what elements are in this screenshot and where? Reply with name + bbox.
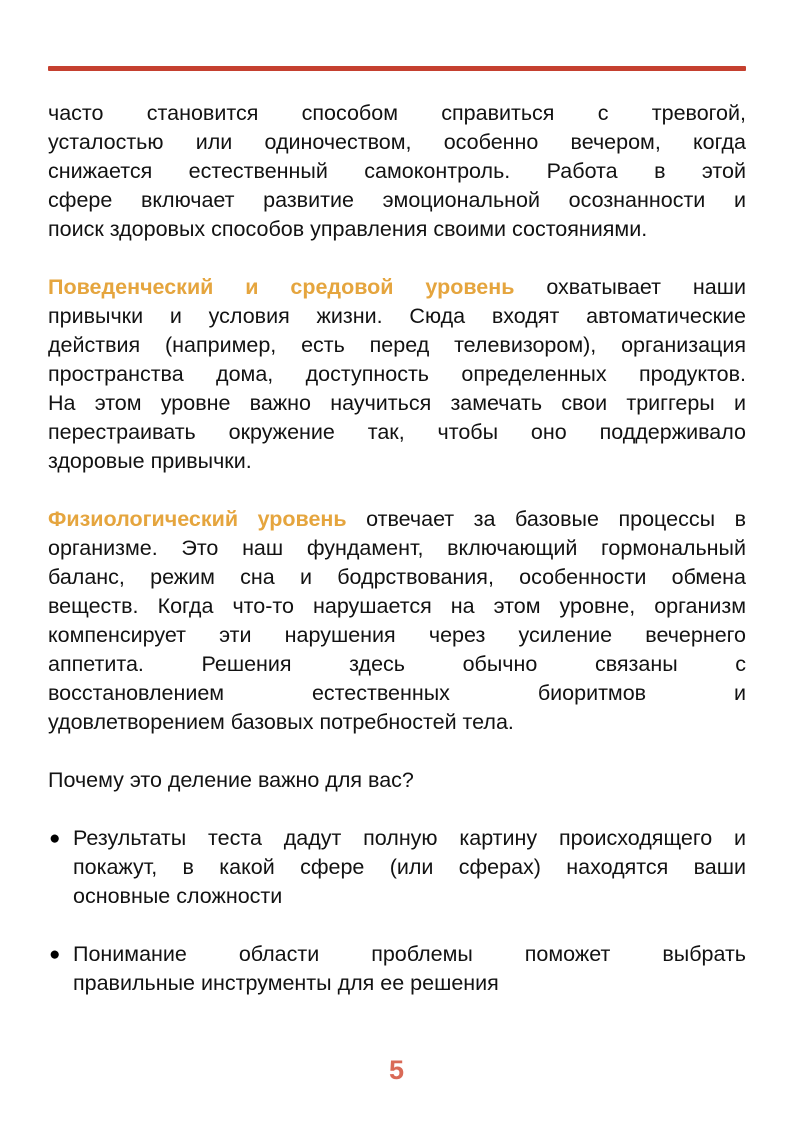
text-line: пространства дома, доступность определенных продуктов. [48, 362, 746, 386]
paragraph-physiological-level [48, 505, 746, 737]
text-line: поиск здоровых способов управления своими состояниями. [48, 217, 648, 241]
text-line [48, 273, 746, 302]
text-line: Результаты теста дадут полную картину происходящего и [73, 826, 746, 850]
behavioral-level-heading: Поведенческий и средовой уровень [48, 275, 515, 299]
text-line: баланс, режим сна и бодрствования, особенности обмена [48, 565, 746, 589]
paragraph-behavioral-level [48, 273, 746, 476]
text-line: здоровые привычки. [48, 449, 252, 473]
text-line: действия (например, есть перед телевизором), организация [48, 333, 746, 357]
physiological-level-heading: Физиологический уровень [48, 507, 347, 531]
physiological-level-lead-text: отвечает за базовые процессы в [346, 507, 746, 531]
top-divider-rule [48, 66, 746, 71]
text-line: На этом уровне важно научиться замечать свои триггеры и [48, 391, 746, 415]
text-line: покажут, в какой сфере (или сферах) находятся ваши [73, 855, 746, 879]
text-line: перестраивать окружение так, чтобы оно поддерживало [48, 420, 746, 444]
bullet-icon: ● [49, 944, 61, 965]
behavioral-level-lead-text: охватывает наши [514, 275, 746, 299]
text-line: организме. Это наш фундамент, включающий гормональный [48, 536, 746, 560]
text-line: аппетита. Решения здесь обычно связаны с [48, 652, 746, 676]
text-line [48, 505, 746, 534]
page-content [48, 99, 746, 1027]
bullet-item-problem-area [48, 940, 746, 998]
text-line: Понимание области проблемы поможет выбрать [73, 942, 746, 966]
question-line [48, 766, 746, 795]
bullet-icon: ● [49, 828, 61, 849]
text-line: восстановлением естественных биоритмов и [48, 681, 746, 705]
text-line: привычки и условия жизни. Сюда входят автоматические [48, 304, 746, 328]
text-line: Почему это деление важно для вас? [48, 768, 414, 792]
text-line: веществ. Когда что-то нарушается на этом уровне, организм [48, 594, 746, 618]
text-line: усталостью или одиночеством, особенно вечером, когда [48, 130, 746, 154]
text-line: часто становится способом справиться с тревогой, [48, 101, 746, 125]
text-line: сфере включает развитие эмоциональной осознанности и [48, 188, 746, 212]
text-line: компенсирует эти нарушения через усиление вечернего [48, 623, 746, 647]
bullet-list [48, 824, 746, 998]
paragraph-anxiety-coping [48, 99, 746, 244]
text-line: снижается естественный самоконтроль. Работа в этой [48, 159, 746, 183]
text-line: удовлетворением базовых потребностей тела. [48, 710, 514, 734]
bullet-item-test-results [48, 824, 746, 911]
text-line: правильные инструменты для ее решения [73, 971, 499, 995]
text-line: основные сложности [73, 884, 283, 908]
page-number: 5 [388, 1055, 405, 1085]
